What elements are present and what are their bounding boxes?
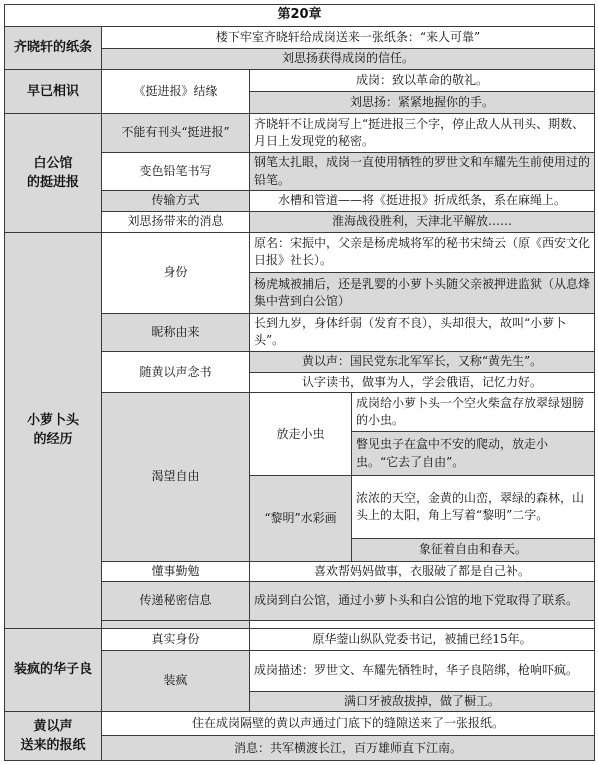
label-no-masthead: 不能有刊头“挺进报” [102,114,250,152]
section-title-little-radish [5,232,102,628]
label-longing-freedom: 渴望自由 [102,393,250,561]
detail-sensible: 喜欢帮妈妈做事，衣服破了都是自己补。 [250,561,595,582]
newspaper-row-2: 消息：共军横渡长江，百万雄师直下江南。 [102,736,595,761]
spacer-cell [102,620,250,628]
section-title-huang-newspaper [5,712,102,761]
note-row-1: 楼下牢室齐晓轩给成岗送来一张纸条：“来人可靠” [102,27,595,48]
label-feign-madness: 装疯 [102,651,250,712]
section-title-line-1: 黄以声 [33,718,73,734]
detail-painting-2: 象征着自由和春天。 [352,539,595,561]
section-title-line-2: 的经历 [33,432,73,448]
greeting-cheng-gang: 成岗：致以革命的敬礼。 [250,69,595,91]
section-title-hua-ziliang: 装疯的华子良 [5,628,102,711]
section-title-line-1: 小萝卜头 [26,412,79,428]
label-true-identity: 真实身份 [102,628,250,650]
detail-identity-2: 杨虎城被捕后，还是乳婴的小萝卜头随父亲被押进监狱（从息烽集中营到白公馆） [250,273,595,314]
detail-color-pencil: 钢笔太扎眼，成岗一直使用牺牲的罗世文和车耀先生前使用过的铅笔。 [250,152,595,190]
detail-painting-1: 浓浓的天空，金黄的山峦，翠绿的森林，山头上的太阳，角上写着“黎明”二字。 [352,476,595,539]
section-title-line-2: 送来的报纸 [20,738,86,754]
label-transmission: 传输方式 [102,191,250,212]
label-dawn-painting: “黎明”水彩画 [250,476,352,561]
label-nickname: 昵称由来 [102,313,250,351]
newspaper-row-1: 住在成岗隔壁的黄以声通过门底下的缝隙送来了一张报纸。 [102,712,595,736]
detail-feign-madness-1: 成岗描述：罗世文、车耀先牺牲时，华子良陪绑，枪响吓疯。 [250,651,595,692]
detail-nickname: 长到九岁，身体纤弱（发育不良），头却很大，故叫“小萝卜头”。 [250,313,595,351]
section-title-line-2: 的挺进报 [26,175,79,190]
section-title-qi-xiaoxuan-note: 齐晓轩的纸条 [5,27,102,70]
label-ting-jin-bao-bond: 《挺进报》结缘 [102,69,250,114]
section-title-early-acquaintance: 早已相识 [5,69,102,114]
note-row-2: 刘思扬获得成岗的信任。 [102,48,595,69]
detail-study-1: 黄以声：国民党东北军军长，又称“黄先生”。 [250,352,595,373]
detail-transmission: 水槽和管道——将《挺进报》折成纸条，系在麻绳上。 [250,191,595,212]
detail-feign-madness-2: 满口牙被敌拔掉，做了橱工。 [250,691,595,712]
detail-identity-1: 原名：宋振中，父亲是杨虎城将军的秘书宋绮云（原《西安文化日报》社长）。 [250,232,595,273]
chapter-summary-table [4,4,595,761]
detail-news-from-liu: 淮海战役胜利，天津北平解放…… [250,211,595,232]
label-secret-message: 传递秘密信息 [102,582,250,620]
label-color-pencil: 变色铅笔书写 [102,152,250,190]
greeting-liu-siyang: 刘思扬：紧紧地握你的手。 [250,92,595,114]
label-identity: 身份 [102,232,250,313]
detail-true-identity: 原华蓥山纵队党委书记，被捕已经15年。 [250,628,595,650]
detail-bug-1: 成岗给小萝卜头一个空火柴盒存放翠绿翅膀的小虫。 [352,393,595,431]
chapter-title: 第20章 [5,5,595,27]
label-sensible: 懂事勤勉 [102,561,250,582]
label-news-from-liu: 刘思扬带来的消息 [102,211,250,232]
detail-bug-2: 瞥见虫子在盒中不安的爬动，放走小虫。“它去了自由”。 [352,431,595,476]
section-title-bai-mansion-paper [5,114,102,232]
section-title-line-1: 白公馆 [33,155,73,171]
detail-study-2: 认字读书，做事为人，学会俄语，记忆力好。 [250,372,595,393]
label-study-with-huang: 随黄以声念书 [102,352,250,393]
spacer-cell [250,620,595,628]
label-release-bug: 放走小虫 [250,393,352,476]
detail-secret-message: 成岗到白公馆，通过小萝卜头和白公馆的地下党取得了联系。 [250,582,595,620]
detail-no-masthead: 齐晓轩不让成岗写上“挺进报三个字，停止敌人从刊头、期数、月日上发现党的秘密。 [250,114,595,152]
